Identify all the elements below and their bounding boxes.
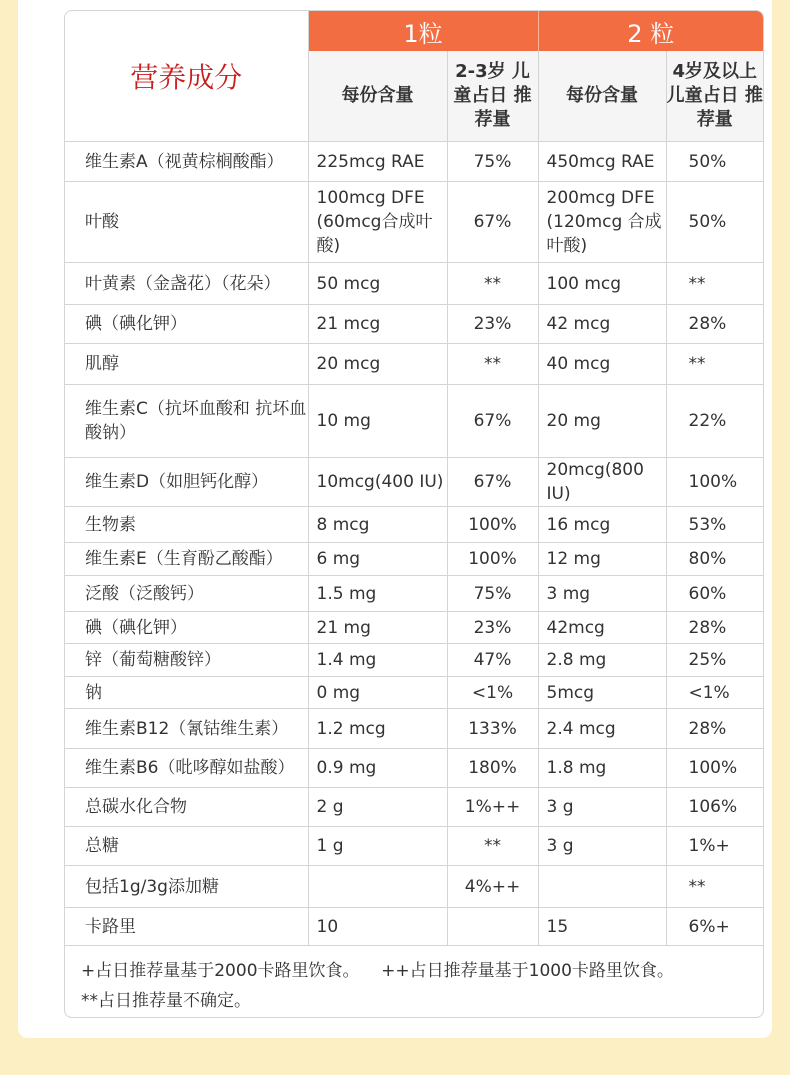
percent-1: 180% bbox=[447, 749, 538, 788]
percent-1: 67% bbox=[447, 385, 538, 458]
table-row bbox=[65, 263, 763, 305]
amount-2: 2.8 mg bbox=[538, 644, 666, 677]
amount-1: 21 mg bbox=[308, 612, 447, 644]
percent-1: 1%++ bbox=[447, 788, 538, 827]
col-pct-2-header: 4岁及以上 儿童占日 推荐量 bbox=[666, 51, 763, 142]
nutrient-name: 维生素D（如胆钙化醇） bbox=[65, 458, 308, 507]
percent-1: 75% bbox=[447, 142, 538, 182]
percent-1: 23% bbox=[447, 305, 538, 344]
nutrient-name: 肌醇 bbox=[65, 344, 308, 385]
percent-2: 80% bbox=[666, 543, 763, 576]
nutrient-name: 维生素E（生育酚乙酸酯） bbox=[65, 543, 308, 576]
amount-1: 2 g bbox=[308, 788, 447, 827]
dose-1-header: 1粒 bbox=[308, 11, 538, 51]
table-row bbox=[65, 749, 763, 788]
amount-1: 1 g bbox=[308, 827, 447, 866]
table-row bbox=[65, 644, 763, 677]
table-row bbox=[65, 182, 763, 263]
nutrient-name: 总糖 bbox=[65, 827, 308, 866]
table-row bbox=[65, 305, 763, 344]
percent-1: ** bbox=[447, 263, 538, 305]
amount-1: 6 mg bbox=[308, 543, 447, 576]
col-amount-2-header: 每份含量 bbox=[538, 51, 666, 142]
percent-1: 4%++ bbox=[447, 866, 538, 908]
footnote-single-plus: +占日推荐量基于2000卡路里饮食。 bbox=[81, 961, 360, 981]
percent-2: 28% bbox=[666, 305, 763, 344]
percent-2: ** bbox=[666, 866, 763, 908]
percent-1: 133% bbox=[447, 709, 538, 749]
table-row bbox=[65, 612, 763, 644]
percent-2: 28% bbox=[666, 709, 763, 749]
percent-1: 100% bbox=[447, 507, 538, 543]
percent-2: 106% bbox=[666, 788, 763, 827]
amount-1: 1.5 mg bbox=[308, 576, 447, 612]
amount-2: 1.8 mg bbox=[538, 749, 666, 788]
percent-2: ** bbox=[666, 344, 763, 385]
percent-1: 47% bbox=[447, 644, 538, 677]
amount-1: 1.4 mg bbox=[308, 644, 447, 677]
col-amount-1-header: 每份含量 bbox=[308, 51, 447, 142]
nutrient-name: 卡路里 bbox=[65, 908, 308, 946]
amount-1: 100mcg DFE (60mcg合成叶酸) bbox=[308, 182, 447, 263]
percent-1: ** bbox=[447, 344, 538, 385]
percent-1: 67% bbox=[447, 458, 538, 507]
footnote-double-plus: ++占日推荐量基于1000卡路里饮食。 bbox=[381, 961, 674, 981]
table-row bbox=[65, 788, 763, 827]
amount-2: 40 mcg bbox=[538, 344, 666, 385]
nutrient-name: 包括1g/3g添加糖 bbox=[65, 866, 308, 908]
footnotes bbox=[65, 946, 763, 1017]
amount-2: 100 mcg bbox=[538, 263, 666, 305]
amount-1 bbox=[308, 866, 447, 908]
table-title: 营养成分 bbox=[65, 11, 308, 142]
amount-2 bbox=[538, 866, 666, 908]
nutrient-name: 钠 bbox=[65, 677, 308, 709]
percent-1: 67% bbox=[447, 182, 538, 263]
nutrient-name: 维生素B12（氰钴维生素） bbox=[65, 709, 308, 749]
nutrient-name: 总碳水化合物 bbox=[65, 788, 308, 827]
col-pct-1-header: 2-3岁 儿童占日 推荐量 bbox=[447, 51, 538, 142]
percent-2: <1% bbox=[666, 677, 763, 709]
nutrient-name: 叶黄素（金盏花）（花朵） bbox=[65, 263, 308, 305]
table-row bbox=[65, 142, 763, 182]
nutrient-name: 维生素C（抗坏血酸和 抗坏血酸钠） bbox=[65, 385, 308, 458]
table-row bbox=[65, 677, 763, 709]
amount-2: 450mcg RAE bbox=[538, 142, 666, 182]
percent-2: 60% bbox=[666, 576, 763, 612]
nutrition-table bbox=[65, 11, 763, 1016]
table-row bbox=[65, 827, 763, 866]
amount-2: 15 bbox=[538, 908, 666, 946]
percent-2: 53% bbox=[666, 507, 763, 543]
percent-2: 50% bbox=[666, 142, 763, 182]
amount-1: 8 mcg bbox=[308, 507, 447, 543]
nutrient-name: 生物素 bbox=[65, 507, 308, 543]
footnote-line-2: **占日推荐量不确定。 bbox=[81, 991, 251, 1011]
amount-2: 2.4 mcg bbox=[538, 709, 666, 749]
footnote-line-1 bbox=[81, 956, 763, 986]
nutrient-name: 维生素A（视黄棕榈酸酯） bbox=[65, 142, 308, 182]
table-row bbox=[65, 543, 763, 576]
table-row bbox=[65, 709, 763, 749]
amount-2: 42mcg bbox=[538, 612, 666, 644]
amount-2: 20mcg(800 IU) bbox=[538, 458, 666, 507]
nutrient-name: 泛酸（泛酸钙） bbox=[65, 576, 308, 612]
nutrient-name: 叶酸 bbox=[65, 182, 308, 263]
nutrition-table-frame bbox=[64, 10, 764, 1018]
amount-2: 3 g bbox=[538, 788, 666, 827]
nutrient-name: 维生素B6（吡哆醇如盐酸） bbox=[65, 749, 308, 788]
amount-2: 16 mcg bbox=[538, 507, 666, 543]
percent-2: 22% bbox=[666, 385, 763, 458]
amount-1: 0 mg bbox=[308, 677, 447, 709]
amount-1: 1.2 mcg bbox=[308, 709, 447, 749]
table-row bbox=[65, 908, 763, 946]
amount-2: 5mcg bbox=[538, 677, 666, 709]
amount-1: 0.9 mg bbox=[308, 749, 447, 788]
percent-2: 100% bbox=[666, 458, 763, 507]
table-row bbox=[65, 344, 763, 385]
footnote-row bbox=[65, 946, 763, 1017]
dose-2-header: 2 粒 bbox=[538, 11, 763, 51]
amount-2: 200mcg DFE (120mcg 合成叶酸) bbox=[538, 182, 666, 263]
percent-2: 25% bbox=[666, 644, 763, 677]
percent-1: 23% bbox=[447, 612, 538, 644]
percent-2: 100% bbox=[666, 749, 763, 788]
percent-2: ** bbox=[666, 263, 763, 305]
amount-1: 10mcg(400 IU) bbox=[308, 458, 447, 507]
percent-2: 1%+ bbox=[666, 827, 763, 866]
percent-2: 50% bbox=[666, 182, 763, 263]
amount-1: 50 mcg bbox=[308, 263, 447, 305]
amount-1: 225mcg RAE bbox=[308, 142, 447, 182]
percent-1: ** bbox=[447, 827, 538, 866]
percent-1: 100% bbox=[447, 543, 538, 576]
amount-2: 42 mcg bbox=[538, 305, 666, 344]
amount-2: 3 g bbox=[538, 827, 666, 866]
amount-2: 12 mg bbox=[538, 543, 666, 576]
amount-1: 10 mg bbox=[308, 385, 447, 458]
percent-1: <1% bbox=[447, 677, 538, 709]
table-row bbox=[65, 458, 763, 507]
percent-2: 6%+ bbox=[666, 908, 763, 946]
percent-1: 75% bbox=[447, 576, 538, 612]
table-row bbox=[65, 385, 763, 458]
amount-1: 21 mcg bbox=[308, 305, 447, 344]
amount-2: 20 mg bbox=[538, 385, 666, 458]
nutrient-name: 碘（碘化钾） bbox=[65, 305, 308, 344]
content-card bbox=[18, 0, 772, 1038]
nutrient-name: 碘（碘化钾） bbox=[65, 612, 308, 644]
table-row bbox=[65, 507, 763, 543]
table-row bbox=[65, 866, 763, 908]
table-row bbox=[65, 576, 763, 612]
nutrient-name: 锌（葡萄糖酸锌） bbox=[65, 644, 308, 677]
amount-1: 10 bbox=[308, 908, 447, 946]
percent-2: 28% bbox=[666, 612, 763, 644]
percent-1 bbox=[447, 908, 538, 946]
amount-2: 3 mg bbox=[538, 576, 666, 612]
amount-1: 20 mcg bbox=[308, 344, 447, 385]
